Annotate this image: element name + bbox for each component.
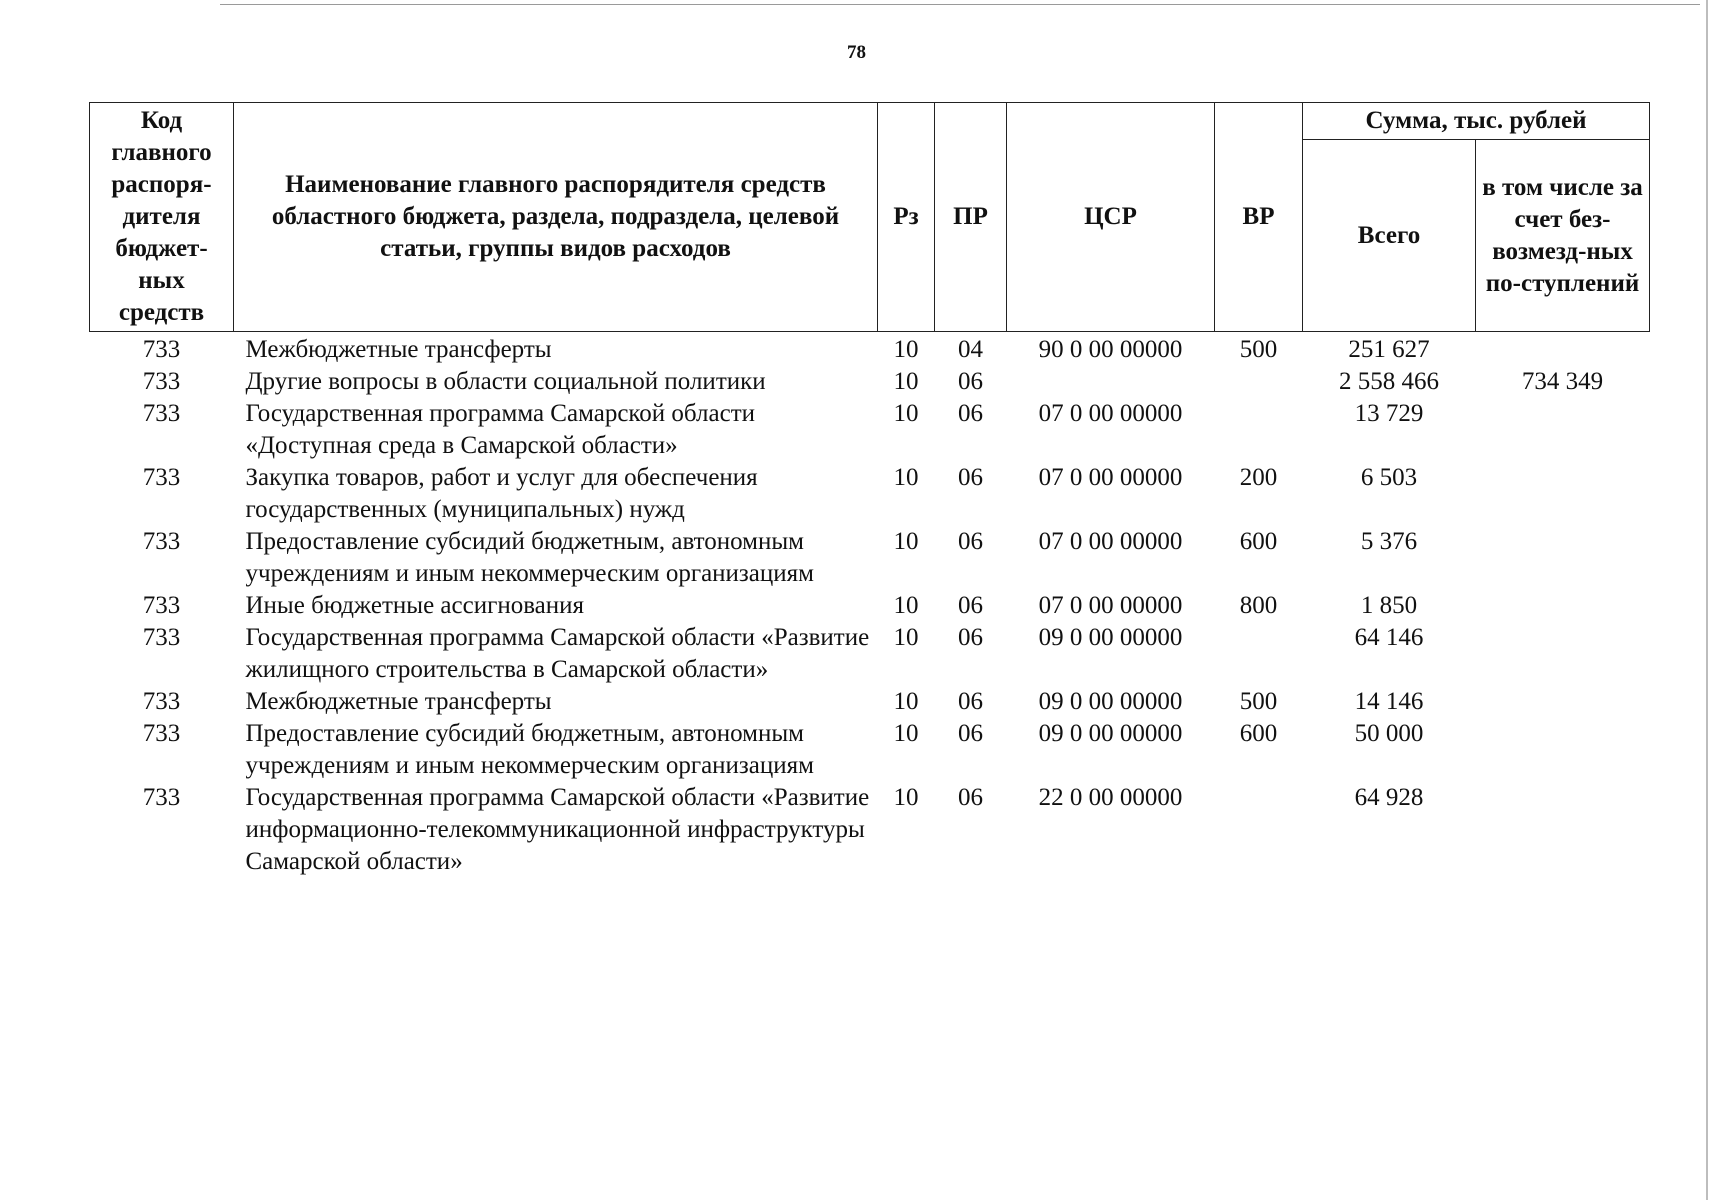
cell-csr: 22 0 00 00000 [1038, 784, 1183, 811]
cell-total: 251 627 [1348, 336, 1430, 363]
cell-pr: 06 [958, 592, 983, 619]
cell-pr: 06 [958, 720, 983, 747]
table-row [90, 590, 1650, 622]
table-body [90, 332, 1650, 879]
cell-free [1476, 686, 1650, 718]
cell-pr: 04 [958, 336, 983, 363]
cell-csr: 07 0 00 00000 [1038, 592, 1183, 619]
cell-total: 5 376 [1360, 528, 1418, 555]
cell-vr [1215, 366, 1303, 398]
table-row [90, 332, 1650, 367]
cell-rz: 10 [893, 464, 919, 491]
cell-free [1476, 622, 1650, 686]
cell-pr: 06 [958, 400, 983, 427]
cell-vr: 500 [1239, 336, 1278, 363]
cell-pr: 06 [958, 464, 983, 491]
cell-total: 1 850 [1360, 592, 1418, 619]
scan-artifact-right-edge [1706, 0, 1708, 1200]
cell-free [1476, 462, 1650, 526]
cell-vr: 600 [1239, 528, 1278, 555]
cell-pr: 06 [958, 784, 983, 811]
cell-name: Государственная программа Самарской области «Развитие жилищного строительства в Самарской области» [245, 624, 870, 683]
cell-kod: 733 [142, 464, 181, 491]
cell-csr [1007, 366, 1215, 398]
budget-table [89, 102, 1650, 878]
cell-rz: 10 [893, 720, 919, 747]
cell-total: 2 558 466 [1339, 368, 1439, 395]
cell-vr: 800 [1239, 592, 1278, 619]
cell-rz: 10 [893, 784, 919, 811]
cell-pr: 06 [958, 624, 983, 651]
cell-free [1476, 782, 1650, 878]
cell-kod: 733 [142, 336, 181, 363]
cell-vr [1215, 398, 1303, 462]
cell-rz: 10 [893, 368, 919, 395]
cell-free: 734 349 [1521, 368, 1604, 395]
cell-csr: 07 0 00 00000 [1038, 464, 1183, 491]
cell-csr: 07 0 00 00000 [1038, 528, 1183, 555]
header-rz: Рз [878, 103, 935, 332]
cell-free [1476, 332, 1650, 367]
cell-name: Иные бюджетные ассигнования [245, 592, 585, 619]
table-row [90, 718, 1650, 782]
cell-pr: 06 [958, 688, 983, 715]
cell-name: Предоставление субсидий бюджетным, автономным учреждениям и иным некоммерческим организациям [245, 528, 814, 587]
cell-total: 14 146 [1354, 688, 1424, 715]
cell-kod: 733 [142, 368, 181, 395]
cell-pr: 06 [958, 368, 983, 395]
cell-name: Предоставление субсидий бюджетным, автономным учреждениям и иным некоммерческим организациям [245, 720, 814, 779]
cell-total: 64 928 [1354, 784, 1424, 811]
cell-csr: 07 0 00 00000 [1038, 400, 1183, 427]
header-pr: ПР [935, 103, 1007, 332]
table-row [90, 366, 1650, 398]
cell-rz: 10 [893, 592, 919, 619]
cell-free [1476, 398, 1650, 462]
header-sum: Сумма, тыс. рублей [1303, 103, 1650, 140]
cell-rz: 10 [893, 528, 919, 555]
page-number: 78 [847, 42, 866, 63]
header-free: в том числе за счет без-возмезд-ных по-ступлений [1476, 140, 1650, 332]
cell-csr: 90 0 00 00000 [1038, 336, 1183, 363]
table-row [90, 686, 1650, 718]
cell-name: Межбюджетные трансферты [245, 336, 552, 363]
cell-rz: 10 [893, 336, 919, 363]
table-row [90, 398, 1650, 462]
cell-vr [1215, 622, 1303, 686]
cell-free [1476, 526, 1650, 590]
cell-name: Другие вопросы в области социальной политики [245, 368, 766, 395]
header-vr: ВР [1215, 103, 1303, 332]
cell-csr: 09 0 00 00000 [1038, 624, 1183, 651]
cell-name: Государственная программа Самарской области «Доступная среда в Самарской области» [245, 400, 755, 459]
cell-total: 64 146 [1354, 624, 1424, 651]
header-csr: ЦСР [1007, 103, 1215, 332]
cell-rz: 10 [893, 624, 919, 651]
table-row [90, 782, 1650, 878]
header-name: Наименование главного распорядителя средств областного бюджета, раздела, подраздела, целевой статьи, группы видов расходов [234, 103, 878, 332]
cell-total: 50 000 [1354, 720, 1424, 747]
cell-vr: 600 [1239, 720, 1278, 747]
scan-artifact-top-line [220, 4, 1700, 5]
cell-kod: 733 [142, 720, 181, 747]
cell-free [1476, 718, 1650, 782]
cell-rz: 10 [893, 400, 919, 427]
cell-csr: 09 0 00 00000 [1038, 688, 1183, 715]
header-kod: Код главного распоря-дителя бюджет-ных средств [90, 103, 234, 332]
table-row [90, 526, 1650, 590]
cell-rz: 10 [893, 688, 919, 715]
cell-total: 13 729 [1354, 400, 1424, 427]
cell-kod: 733 [142, 528, 181, 555]
table-row [90, 462, 1650, 526]
header-total: Всего [1303, 140, 1476, 332]
cell-kod: 733 [142, 688, 181, 715]
cell-free [1476, 590, 1650, 622]
cell-vr: 200 [1239, 464, 1278, 491]
cell-name: Межбюджетные трансферты [245, 688, 552, 715]
cell-vr [1215, 782, 1303, 878]
cell-kod: 733 [142, 624, 181, 651]
table-row [90, 622, 1650, 686]
cell-csr: 09 0 00 00000 [1038, 720, 1183, 747]
cell-vr: 500 [1239, 688, 1278, 715]
cell-kod: 733 [142, 400, 181, 427]
cell-name: Государственная программа Самарской области «Развитие информационно-телекоммуникационной инфраструктуры Самарской области» [245, 784, 870, 875]
cell-name: Закупка товаров, работ и услуг для обеспечения государственных (муниципальных) нужд [245, 464, 758, 523]
cell-total: 6 503 [1360, 464, 1418, 491]
table-header [90, 103, 1650, 332]
cell-pr: 06 [958, 528, 983, 555]
cell-kod: 733 [142, 592, 181, 619]
cell-kod: 733 [142, 784, 181, 811]
